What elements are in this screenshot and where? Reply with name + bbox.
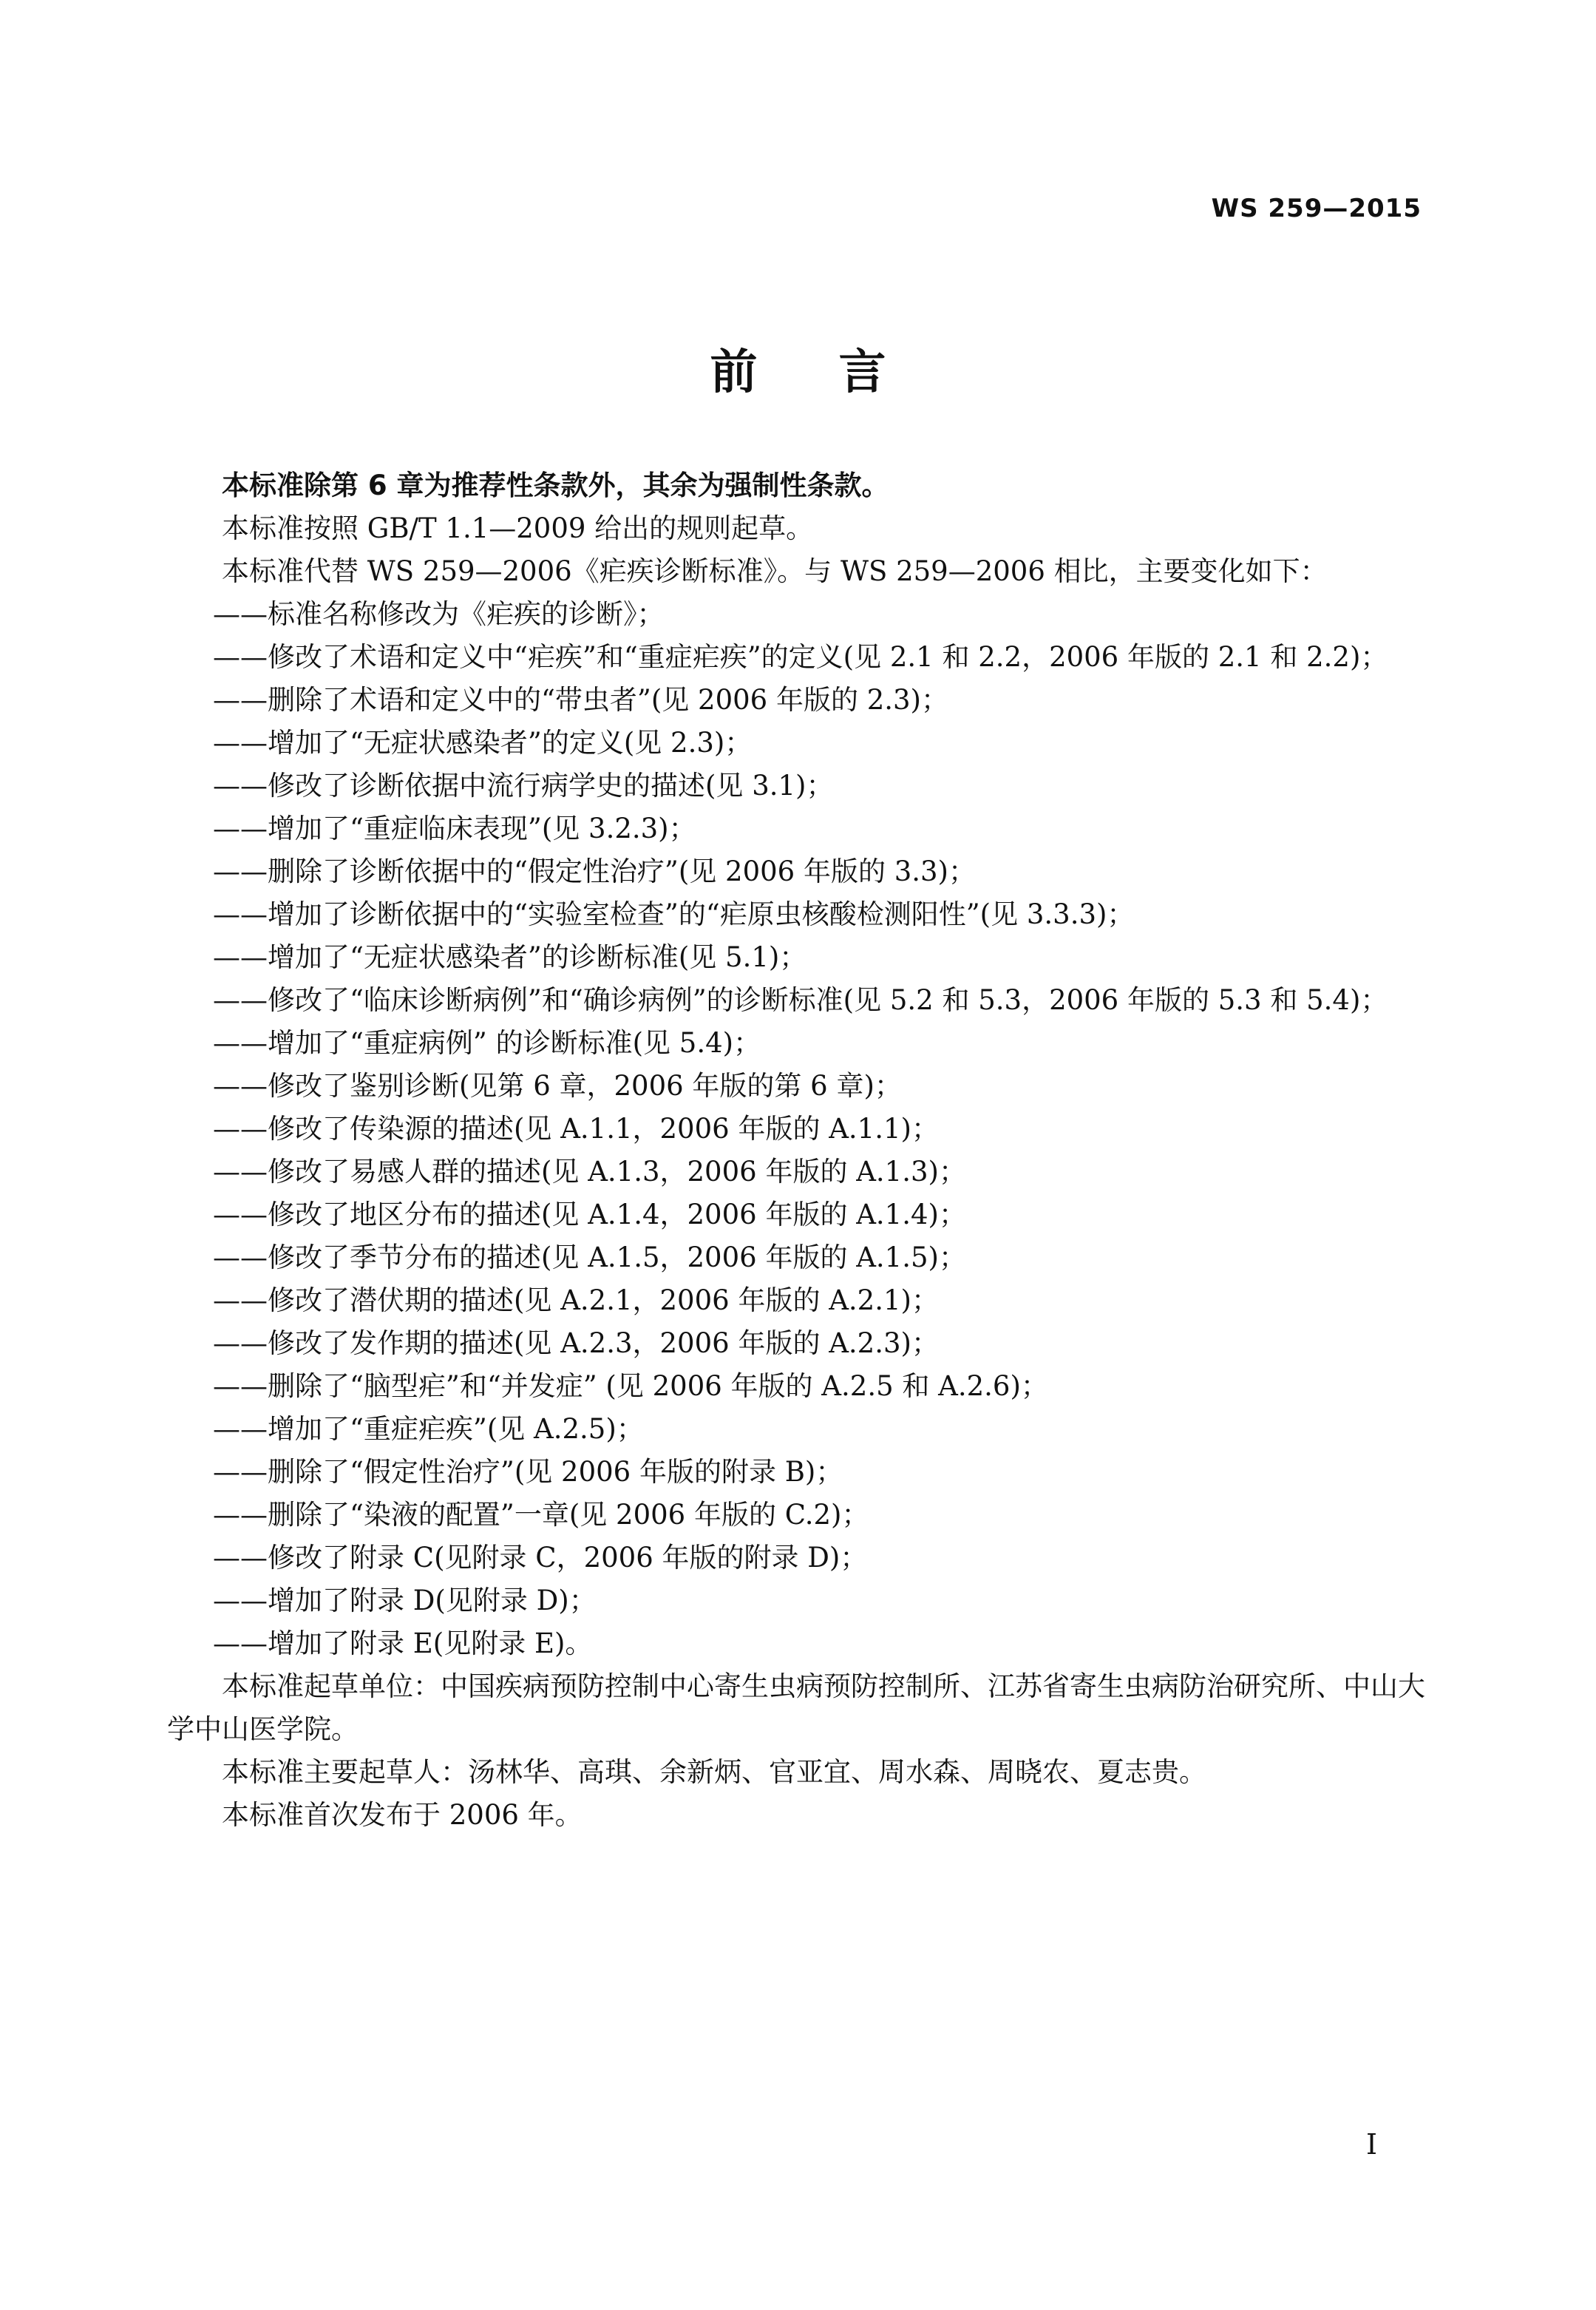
change-item: ——修改了潜伏期的描述(见 A.2.1，2006 年版的 A.2.1)； <box>213 1284 939 1316</box>
drafting-rules-statement: 本标准按照 GB/T 1.1—2009 给出的规则起草。 <box>222 512 814 544</box>
mandatory-clause-statement: 本标准除第 6 章为推荐性条款外，其余为强制性条款。 <box>222 470 889 501</box>
change-item: ——修改了季节分布的描述(见 A.1.5，2006 年版的 A.1.5)； <box>213 1242 966 1273</box>
change-item: ——标准名称修改为《疟疾的诊断》； <box>213 598 665 630</box>
change-item: ——增加了诊断依据中的“实验室检查”的“疟原虫核酸检测阳性”(见 3.3.3)； <box>213 898 1135 930</box>
change-item: ——修改了发作期的描述(见 A.2.3，2006 年版的 A.2.3)； <box>213 1327 939 1359</box>
page-title: 前言 <box>710 345 968 400</box>
change-item: ——修改了“临床诊断病例”和“确诊病例”的诊断标准(见 5.2 和 5.3，2006 年版的 5.3 和 5.4)； <box>213 984 1388 1016</box>
change-item: ——修改了鉴别诊断(见第 6 章，2006 年版的第 6 章)； <box>213 1070 902 1102</box>
drafting-units: 本标准起草单位：中国疾病预防控制中心寄生虫病预防控制所、江苏省寄生虫病防治研究所、中山大学中山医学院。 <box>167 1670 1425 1745</box>
change-item: ——增加了附录 E(见附录 E)。 <box>213 1628 593 1659</box>
change-item: ——修改了诊断依据中流行病学史的描述(见 3.1)； <box>213 770 834 802</box>
change-item: ——修改了术语和定义中“疟疾”和“重症疟疾”的定义(见 2.1 和 2.2，2006 年版的 2.1 和 2.2)； <box>213 641 1388 673</box>
change-item: ——删除了诊断依据中的“假定性治疗”(见 2006 年版的 3.3)； <box>213 856 976 887</box>
change-item: ——删除了“脑型疟”和“并发症” (见 2006 年版的 A.2.5 和 A.2.6)； <box>213 1370 1048 1402</box>
change-item: ——修改了附录 C(见附录 C，2006 年版的附录 D)； <box>213 1542 868 1574</box>
change-item: ——删除了“染液的配置”一章(见 2006 年版的 C.2)； <box>213 1499 869 1531</box>
replacement-statement: 本标准代替 WS 259—2006《疟疾诊断标准》。与 WS 259—2006 相比，主要变化如下： <box>222 555 1328 587</box>
foreword-body <box>167 464 1431 1837</box>
change-item: ——增加了“无症状感染者”的诊断标准(见 5.1)； <box>213 941 807 973</box>
change-item: ——增加了“重症临床表现”(见 3.2.3)； <box>213 813 696 844</box>
change-item: ——增加了“重症病例” 的诊断标准(见 5.4)； <box>213 1027 761 1059</box>
change-item: ——增加了附录 D(见附录 D)； <box>213 1585 597 1616</box>
change-item: ——修改了易感人群的描述(见 A.1.3，2006 年版的 A.1.3)； <box>213 1156 966 1188</box>
page-number: I <box>1365 2128 1377 2161</box>
change-item: ——修改了传染源的描述(见 A.1.1，2006 年版的 A.1.1)； <box>213 1113 939 1145</box>
main-drafters: 本标准主要起草人：汤林华、高琪、余新炳、官亚宜、周水森、周晓农、夏志贵。 <box>222 1756 1206 1788</box>
change-item: ——修改了地区分布的描述(见 A.1.4，2006 年版的 A.1.4)； <box>213 1199 966 1230</box>
change-item: ——删除了“假定性治疗”(见 2006 年版的附录 B)； <box>213 1456 843 1488</box>
standard-code: WS 259—2015 <box>1211 194 1422 223</box>
change-item: ——删除了术语和定义中的“带虫者”(见 2006 年版的 2.3)； <box>213 684 948 716</box>
first-published: 本标准首次发布于 2006 年。 <box>222 1799 583 1831</box>
change-item: ——增加了“重症疟疾”(见 A.2.5)； <box>213 1413 644 1445</box>
change-item: ——增加了“无症状感染者”的定义(见 2.3)； <box>213 727 753 759</box>
